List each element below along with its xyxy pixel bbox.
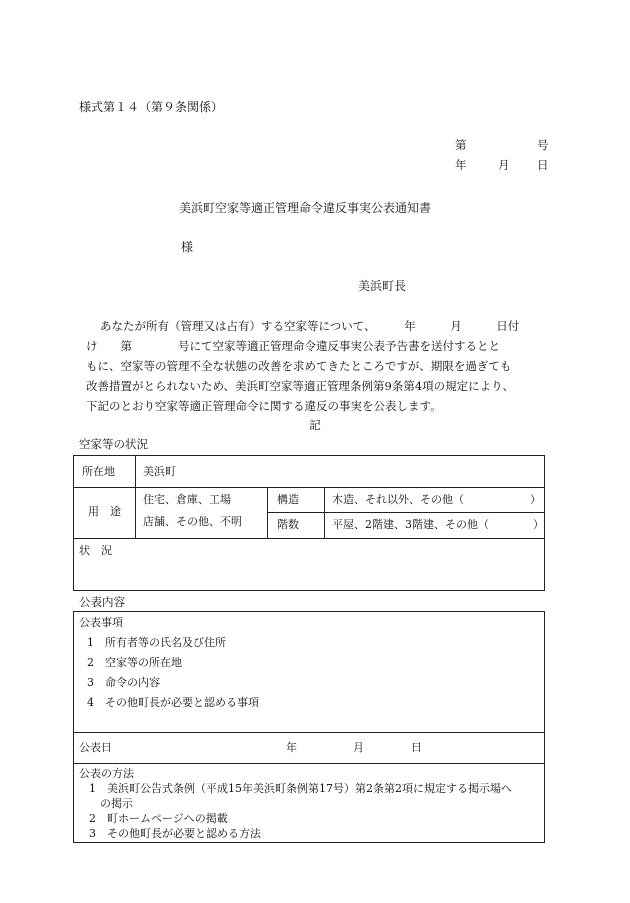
location-label: 所在地	[82, 465, 115, 478]
section-publication-content: 公表内容	[79, 595, 125, 609]
body-line-1: あなたが所有（管理又は占有）する空家等について、 年 月 日付	[100, 319, 520, 333]
structure-value: 木造、それ以外、その他（ ）	[332, 493, 541, 506]
reference-number-row	[0, 140, 630, 154]
date-year: 年	[455, 158, 467, 172]
method-item: 3 その他町長が必要と認める方法	[89, 827, 261, 840]
floors-label: 階数	[277, 518, 299, 531]
matter-item: 1 所有者等の氏名及び住所	[87, 636, 226, 649]
body-line-3: もに、空家等の管理不全な状態の改善を求めてきたところですが、期限を過ぎても	[86, 359, 512, 373]
form-number: 様式第１４（第９条関係）	[79, 100, 224, 114]
floors-value: 平屋、2階建、3階建、その他（ ）	[332, 518, 544, 531]
use-label: 用 途	[88, 505, 121, 518]
body-line-5: 下記のとおり空家等適正管理命令に関する違反の事実を公表します。	[86, 399, 442, 413]
matter-item: 4 その他町長が必要と認める事項	[87, 696, 259, 709]
issuer: 美浜町長	[358, 279, 407, 293]
body-line-2: け 第 号にて空家等適正管理命令違反事実公表予告書を送付するとと	[86, 339, 500, 353]
divider	[73, 538, 545, 539]
divider	[73, 732, 545, 733]
use-value-line1: 住宅、倉庫、工場	[143, 493, 231, 506]
section-vacant-house-status: 空家等の状況	[79, 437, 148, 451]
matter-item: 3 命令の内容	[87, 676, 160, 689]
reference-date-row	[0, 160, 630, 174]
divider	[267, 512, 545, 513]
location-value: 美浜町	[143, 465, 176, 478]
publication-date-label: 公表日	[79, 741, 112, 754]
method-label: 公表の方法	[79, 767, 134, 780]
date-day: 日	[537, 158, 549, 172]
document-title: 美浜町空家等適正管理命令違反事実公表通知書	[178, 201, 431, 215]
matters-label: 公表事項	[79, 616, 123, 629]
date-month: 月	[498, 158, 510, 172]
method-item: 1 美浜町公告式条例（平成15年美浜町条例第17号）第2条第2項に規定する掲示場へ	[89, 782, 512, 795]
addressee: 様	[181, 240, 194, 254]
use-value-line2: 店舗、その他、不明	[143, 515, 242, 528]
matter-item: 2 空家等の所在地	[87, 656, 182, 669]
divider	[73, 763, 545, 764]
method-item-continued: の掲示	[100, 797, 133, 810]
condition-label: 状 況	[79, 544, 112, 557]
divider	[73, 487, 545, 488]
divider	[135, 455, 136, 538]
divider	[324, 487, 325, 538]
publication-date-day: 日	[411, 741, 422, 754]
publication-date-month: 月	[353, 741, 364, 754]
divider	[267, 487, 268, 538]
structure-label: 構造	[277, 493, 299, 506]
number-suffix: 号	[537, 138, 549, 152]
number-prefix: 第	[455, 138, 467, 152]
ki-heading: 記	[309, 418, 321, 432]
body-line-4: 改善措置がとられないため、美浜町空家等適正管理条例第9条第4項の規定により、	[86, 379, 515, 393]
method-item: 2 町ホームページへの掲載	[89, 812, 228, 825]
publication-date-year: 年	[286, 741, 297, 754]
